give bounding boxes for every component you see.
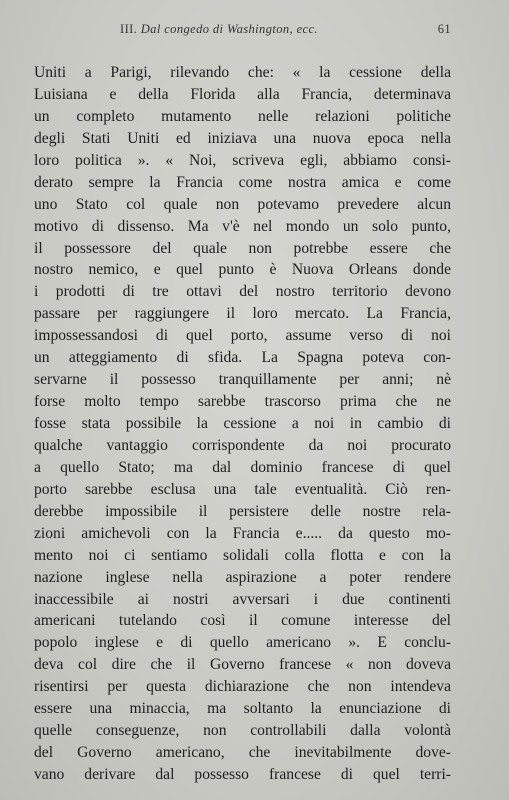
text-line: inaccessibile ai nostri avversari i due continenti — [34, 590, 451, 608]
text-line: servarne il possesso tranquillamente per anni; nè — [34, 371, 451, 389]
text-line: un atteggiamento di sfida. La Spagna poteva con- — [34, 349, 451, 367]
page-number: 61 — [437, 22, 451, 36]
text-line: fosse stata possibile la cessione a noi in cambio di — [34, 415, 451, 432]
text-line: Uniti a Parigi, rilevando che: « la cessione della — [34, 64, 451, 81]
text-line: qualche vantaggio corrispondente da noi procurato — [34, 436, 451, 454]
text-line: americani tutelando così il comune interesse del — [34, 612, 451, 630]
text-line: loro politica ». « Noi, scriveva egli, abbiamo consi- — [34, 151, 451, 169]
text-line: motivo di dissenso. Ma v'è nel mondo un solo punto, — [34, 217, 451, 235]
text-line: zioni amichevoli con la Francia e..... da questo mo- — [34, 524, 451, 542]
text-line: derato sempre la Francia come nostra amica e come — [34, 173, 451, 191]
body-text — [34, 62, 451, 786]
text-line: il possessore del quale non potrebbe essere che — [34, 239, 451, 257]
text-line: nazione inglese nella aspirazione a poter rendere — [34, 568, 451, 586]
text-line: del Governo americano, che inevitabilmente dove- — [34, 744, 451, 762]
text-line: mento noi ci sentiamo solidali colla flotta e con la — [34, 546, 451, 564]
text-line: a quello Stato; ma dal dominio francese di quel — [34, 458, 451, 476]
text-line: quelle conseguenze, non controllabili dalla volontà — [34, 722, 451, 740]
text-line: un completo mutamento nelle relazioni politiche — [34, 107, 451, 125]
text-line: passare per raggiungere il loro mercato. La Francia, — [34, 305, 451, 323]
text-line: Luisiana e della Florida alla Francia, determinava — [34, 85, 451, 103]
text-line: derebbe impossibile il persistere delle nostre rela- — [34, 502, 451, 520]
chapter-title: Dal congedo di Washington, ecc. — [140, 22, 318, 36]
running-title — [120, 22, 318, 37]
text-line: nostro nemico, e quel punto è Nuova Orleans donde — [34, 261, 451, 279]
text-line: risentirsi per questa dichiarazione che non intendeva — [34, 678, 451, 696]
text-line: deva col dire che il Governo francese « non doveva — [34, 656, 451, 674]
text-line: forse molto tempo sarebbe trascorso prima che ne — [34, 393, 451, 411]
chapter-number: III. — [120, 22, 141, 36]
text-line: degli Stati Uniti ed iniziava una nuova epoca nella — [34, 129, 451, 147]
text-line: popolo inglese e di quello americano ». E conclu- — [34, 634, 451, 652]
text-line: vano derivare dal possesso francese di quel terri- — [34, 766, 451, 783]
text-line: impossessandosi di quel porto, assume verso di noi — [34, 327, 451, 345]
text-line: i prodotti di tre ottavi del nostro territorio devono — [34, 283, 451, 301]
text-line: uno Stato col quale non potevamo prevedere alcun — [34, 195, 451, 213]
text-line: porto sarebbe esclusa una tale eventualità. Ciò ren- — [34, 480, 451, 498]
text-line: essere una minaccia, ma soltanto la enunciazione di — [34, 700, 451, 718]
running-header — [34, 22, 451, 42]
